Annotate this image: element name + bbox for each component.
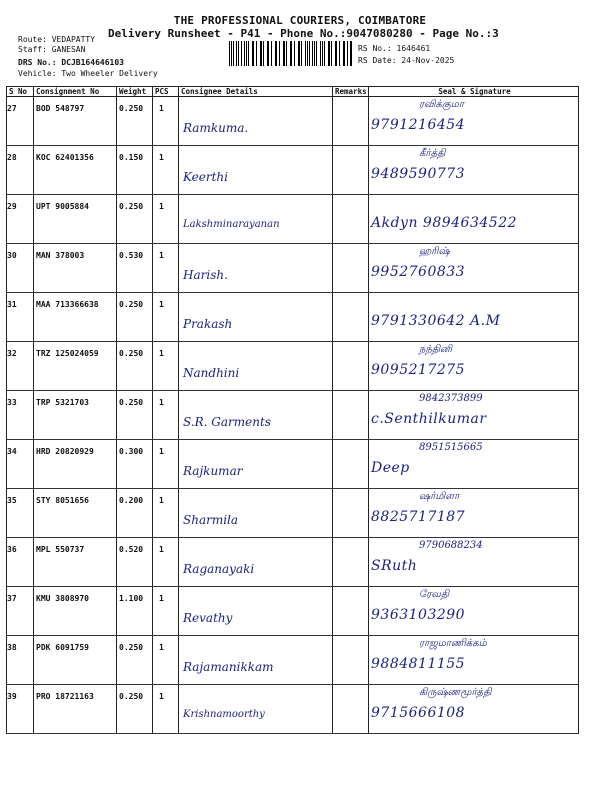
consignee-handwritten-name: Revathy	[183, 611, 233, 625]
weight-cell: 1.100	[117, 587, 153, 636]
pcs-cell: 1	[153, 391, 179, 440]
runsheet-subtitle: Delivery Runsheet - P41 - Phone No.:9047080280 - Page No.:3	[108, 27, 499, 40]
signature-phone: 9791330642 A.M	[371, 313, 501, 329]
consignment-cell: STY 8051656	[34, 489, 117, 538]
signature-name: நந்தினி	[419, 344, 452, 355]
table-row	[7, 342, 579, 391]
remarks-cell	[333, 342, 369, 391]
consignment-cell: HRD 20820929	[34, 440, 117, 489]
signature-phone: Deep	[371, 460, 410, 476]
consignee-cell	[179, 97, 333, 146]
signature-cell	[369, 97, 579, 146]
consignee-handwritten-name: Rajamanikkam	[183, 660, 274, 674]
consignment-cell: BOD 548797	[34, 97, 117, 146]
signature-name: 9842373899	[419, 393, 483, 404]
signature-phone: 9489590773	[371, 166, 466, 182]
sno-cell: 36	[7, 538, 34, 587]
signature-name: ரவிக்குமா	[419, 99, 465, 110]
weight-cell: 0.250	[117, 293, 153, 342]
pcs-cell: 1	[153, 244, 179, 293]
vehicle-label: Vehicle: Two Wheeler Delivery	[18, 69, 158, 78]
signature-phone: 9791216454	[371, 117, 466, 133]
signature-name: 8951515665	[419, 442, 483, 453]
signature-cell	[369, 391, 579, 440]
route-label: Route: VEDAPATTY	[18, 35, 96, 44]
signature-phone: SRuth	[371, 558, 418, 574]
sno-cell: 31	[7, 293, 34, 342]
weight-cell: 0.250	[117, 636, 153, 685]
sno-cell: 27	[7, 97, 34, 146]
table-header-row	[7, 87, 579, 97]
weight-cell: 0.250	[117, 391, 153, 440]
col-header-sno: S No	[7, 87, 34, 97]
consignment-cell: TRZ 125024059	[34, 342, 117, 391]
company-title: THE PROFESSIONAL COURIERS, COIMBATORE	[173, 14, 427, 27]
remarks-cell	[333, 146, 369, 195]
signature-cell	[369, 293, 579, 342]
table-row	[7, 97, 579, 146]
table-row	[7, 244, 579, 293]
pcs-cell: 1	[153, 685, 179, 734]
barcode	[229, 41, 354, 66]
consignee-handwritten-name: S.R. Garments	[183, 415, 271, 429]
pcs-cell: 1	[153, 587, 179, 636]
col-header-signature: Seal & Signature	[369, 87, 579, 97]
consignment-cell: KMU 3808970	[34, 587, 117, 636]
signature-cell	[369, 636, 579, 685]
remarks-cell	[333, 538, 369, 587]
sno-cell: 38	[7, 636, 34, 685]
table-row	[7, 538, 579, 587]
signature-name: கிருஷ்ணமூர்த்தி	[419, 687, 492, 698]
remarks-cell	[333, 97, 369, 146]
drs-number: DRS No.: DCJB164646103	[18, 58, 124, 67]
table-row	[7, 146, 579, 195]
sno-cell: 39	[7, 685, 34, 734]
consignment-cell: MPL 550737	[34, 538, 117, 587]
signature-phone: 9363103290	[371, 607, 466, 623]
consignee-handwritten-name: Prakash	[183, 317, 233, 331]
consignee-handwritten-name: Lakshminarayanan	[183, 219, 280, 230]
signature-phone: 9095217275	[371, 362, 466, 378]
consignee-handwritten-name: Keerthi	[183, 170, 228, 184]
remarks-cell	[333, 391, 369, 440]
pcs-cell: 1	[153, 440, 179, 489]
pcs-cell: 1	[153, 146, 179, 195]
sno-cell: 29	[7, 195, 34, 244]
sno-cell: 33	[7, 391, 34, 440]
consignee-cell	[179, 489, 333, 538]
col-header-consignment: Consignment No	[34, 87, 117, 97]
weight-cell: 0.200	[117, 489, 153, 538]
pcs-cell: 1	[153, 293, 179, 342]
signature-cell	[369, 538, 579, 587]
consignee-cell	[179, 146, 333, 195]
signature-phone: 9715666108	[371, 705, 466, 721]
table-row	[7, 391, 579, 440]
remarks-cell	[333, 195, 369, 244]
signature-phone: 9952760833	[371, 264, 466, 280]
col-header-remarks: Remarks	[333, 87, 369, 97]
table-row	[7, 195, 579, 244]
sno-cell: 34	[7, 440, 34, 489]
pcs-cell: 1	[153, 97, 179, 146]
signature-name: 9790688234	[419, 540, 483, 551]
consignee-cell	[179, 538, 333, 587]
col-header-weight: Weight	[117, 87, 153, 97]
table-row	[7, 587, 579, 636]
signature-name: கீர்த்தி	[419, 148, 446, 159]
signature-phone: 8825717187	[371, 509, 466, 525]
sno-cell: 32	[7, 342, 34, 391]
weight-cell: 0.250	[117, 195, 153, 244]
runsheet-table	[6, 86, 579, 734]
consignee-cell	[179, 587, 333, 636]
remarks-cell	[333, 489, 369, 538]
pcs-cell: 1	[153, 538, 179, 587]
signature-cell	[369, 195, 579, 244]
weight-cell: 0.300	[117, 440, 153, 489]
consignee-handwritten-name: Harish.	[183, 268, 228, 282]
pcs-cell: 1	[153, 342, 179, 391]
consignment-cell: KOC 62401356	[34, 146, 117, 195]
consignee-cell	[179, 685, 333, 734]
weight-cell: 0.250	[117, 342, 153, 391]
pcs-cell: 1	[153, 489, 179, 538]
consignee-cell	[179, 342, 333, 391]
remarks-cell	[333, 440, 369, 489]
consignee-cell	[179, 391, 333, 440]
signature-cell	[369, 342, 579, 391]
weight-cell: 0.150	[117, 146, 153, 195]
table-row	[7, 293, 579, 342]
signature-cell	[369, 244, 579, 293]
signature-name: ரேவதி	[419, 589, 450, 600]
weight-cell: 0.520	[117, 538, 153, 587]
remarks-cell	[333, 244, 369, 293]
staff-label: Staff: GANESAN	[18, 45, 86, 54]
consignee-handwritten-name: Rajkumar	[183, 464, 243, 478]
consignee-handwritten-name: Ramkuma.	[183, 121, 249, 135]
weight-cell: 0.250	[117, 685, 153, 734]
consignee-cell	[179, 244, 333, 293]
consignee-handwritten-name: Krishnamoorthy	[183, 709, 265, 720]
signature-cell	[369, 489, 579, 538]
signature-phone: 9884811155	[371, 656, 466, 672]
consignee-handwritten-name: Sharmila	[183, 513, 239, 527]
signature-cell	[369, 440, 579, 489]
signature-name: ராஜமாணிக்கம்	[419, 638, 487, 649]
signature-name: ஷர்மிளா	[419, 491, 460, 502]
signature-phone: Akdyn 9894634522	[371, 215, 518, 231]
table-row	[7, 636, 579, 685]
consignee-cell	[179, 293, 333, 342]
table-row	[7, 489, 579, 538]
signature-name: ஹரிஷ்	[419, 246, 450, 257]
consignee-handwritten-name: Nandhini	[183, 366, 240, 380]
sno-cell: 30	[7, 244, 34, 293]
consignee-cell	[179, 195, 333, 244]
weight-cell: 0.250	[117, 97, 153, 146]
consignee-cell	[179, 440, 333, 489]
consignment-cell: UPT 9005884	[34, 195, 117, 244]
pcs-cell: 1	[153, 636, 179, 685]
signature-cell	[369, 587, 579, 636]
consignee-cell	[179, 636, 333, 685]
sno-cell: 35	[7, 489, 34, 538]
sno-cell: 28	[7, 146, 34, 195]
consignment-cell: PDK 6091759	[34, 636, 117, 685]
signature-cell	[369, 685, 579, 734]
signature-cell	[369, 146, 579, 195]
rs-number: RS No.: 1646461	[358, 44, 431, 53]
col-header-consignee: Consignee Details	[179, 87, 333, 97]
table-row	[7, 440, 579, 489]
sno-cell: 37	[7, 587, 34, 636]
remarks-cell	[333, 636, 369, 685]
consignment-cell: PRO 18721163	[34, 685, 117, 734]
pcs-cell: 1	[153, 195, 179, 244]
col-header-pcs: PCS	[153, 87, 179, 97]
consignee-handwritten-name: Raganayaki	[183, 562, 255, 576]
signature-phone: c.Senthilkumar	[371, 411, 487, 427]
weight-cell: 0.530	[117, 244, 153, 293]
consignment-cell: MAA 713366638	[34, 293, 117, 342]
table-row	[7, 685, 579, 734]
consignment-cell: TRP 5321703	[34, 391, 117, 440]
remarks-cell	[333, 293, 369, 342]
consignment-cell: MAN 378003	[34, 244, 117, 293]
remarks-cell	[333, 685, 369, 734]
remarks-cell	[333, 587, 369, 636]
rs-date: RS Date: 24-Nov-2025	[358, 56, 455, 65]
